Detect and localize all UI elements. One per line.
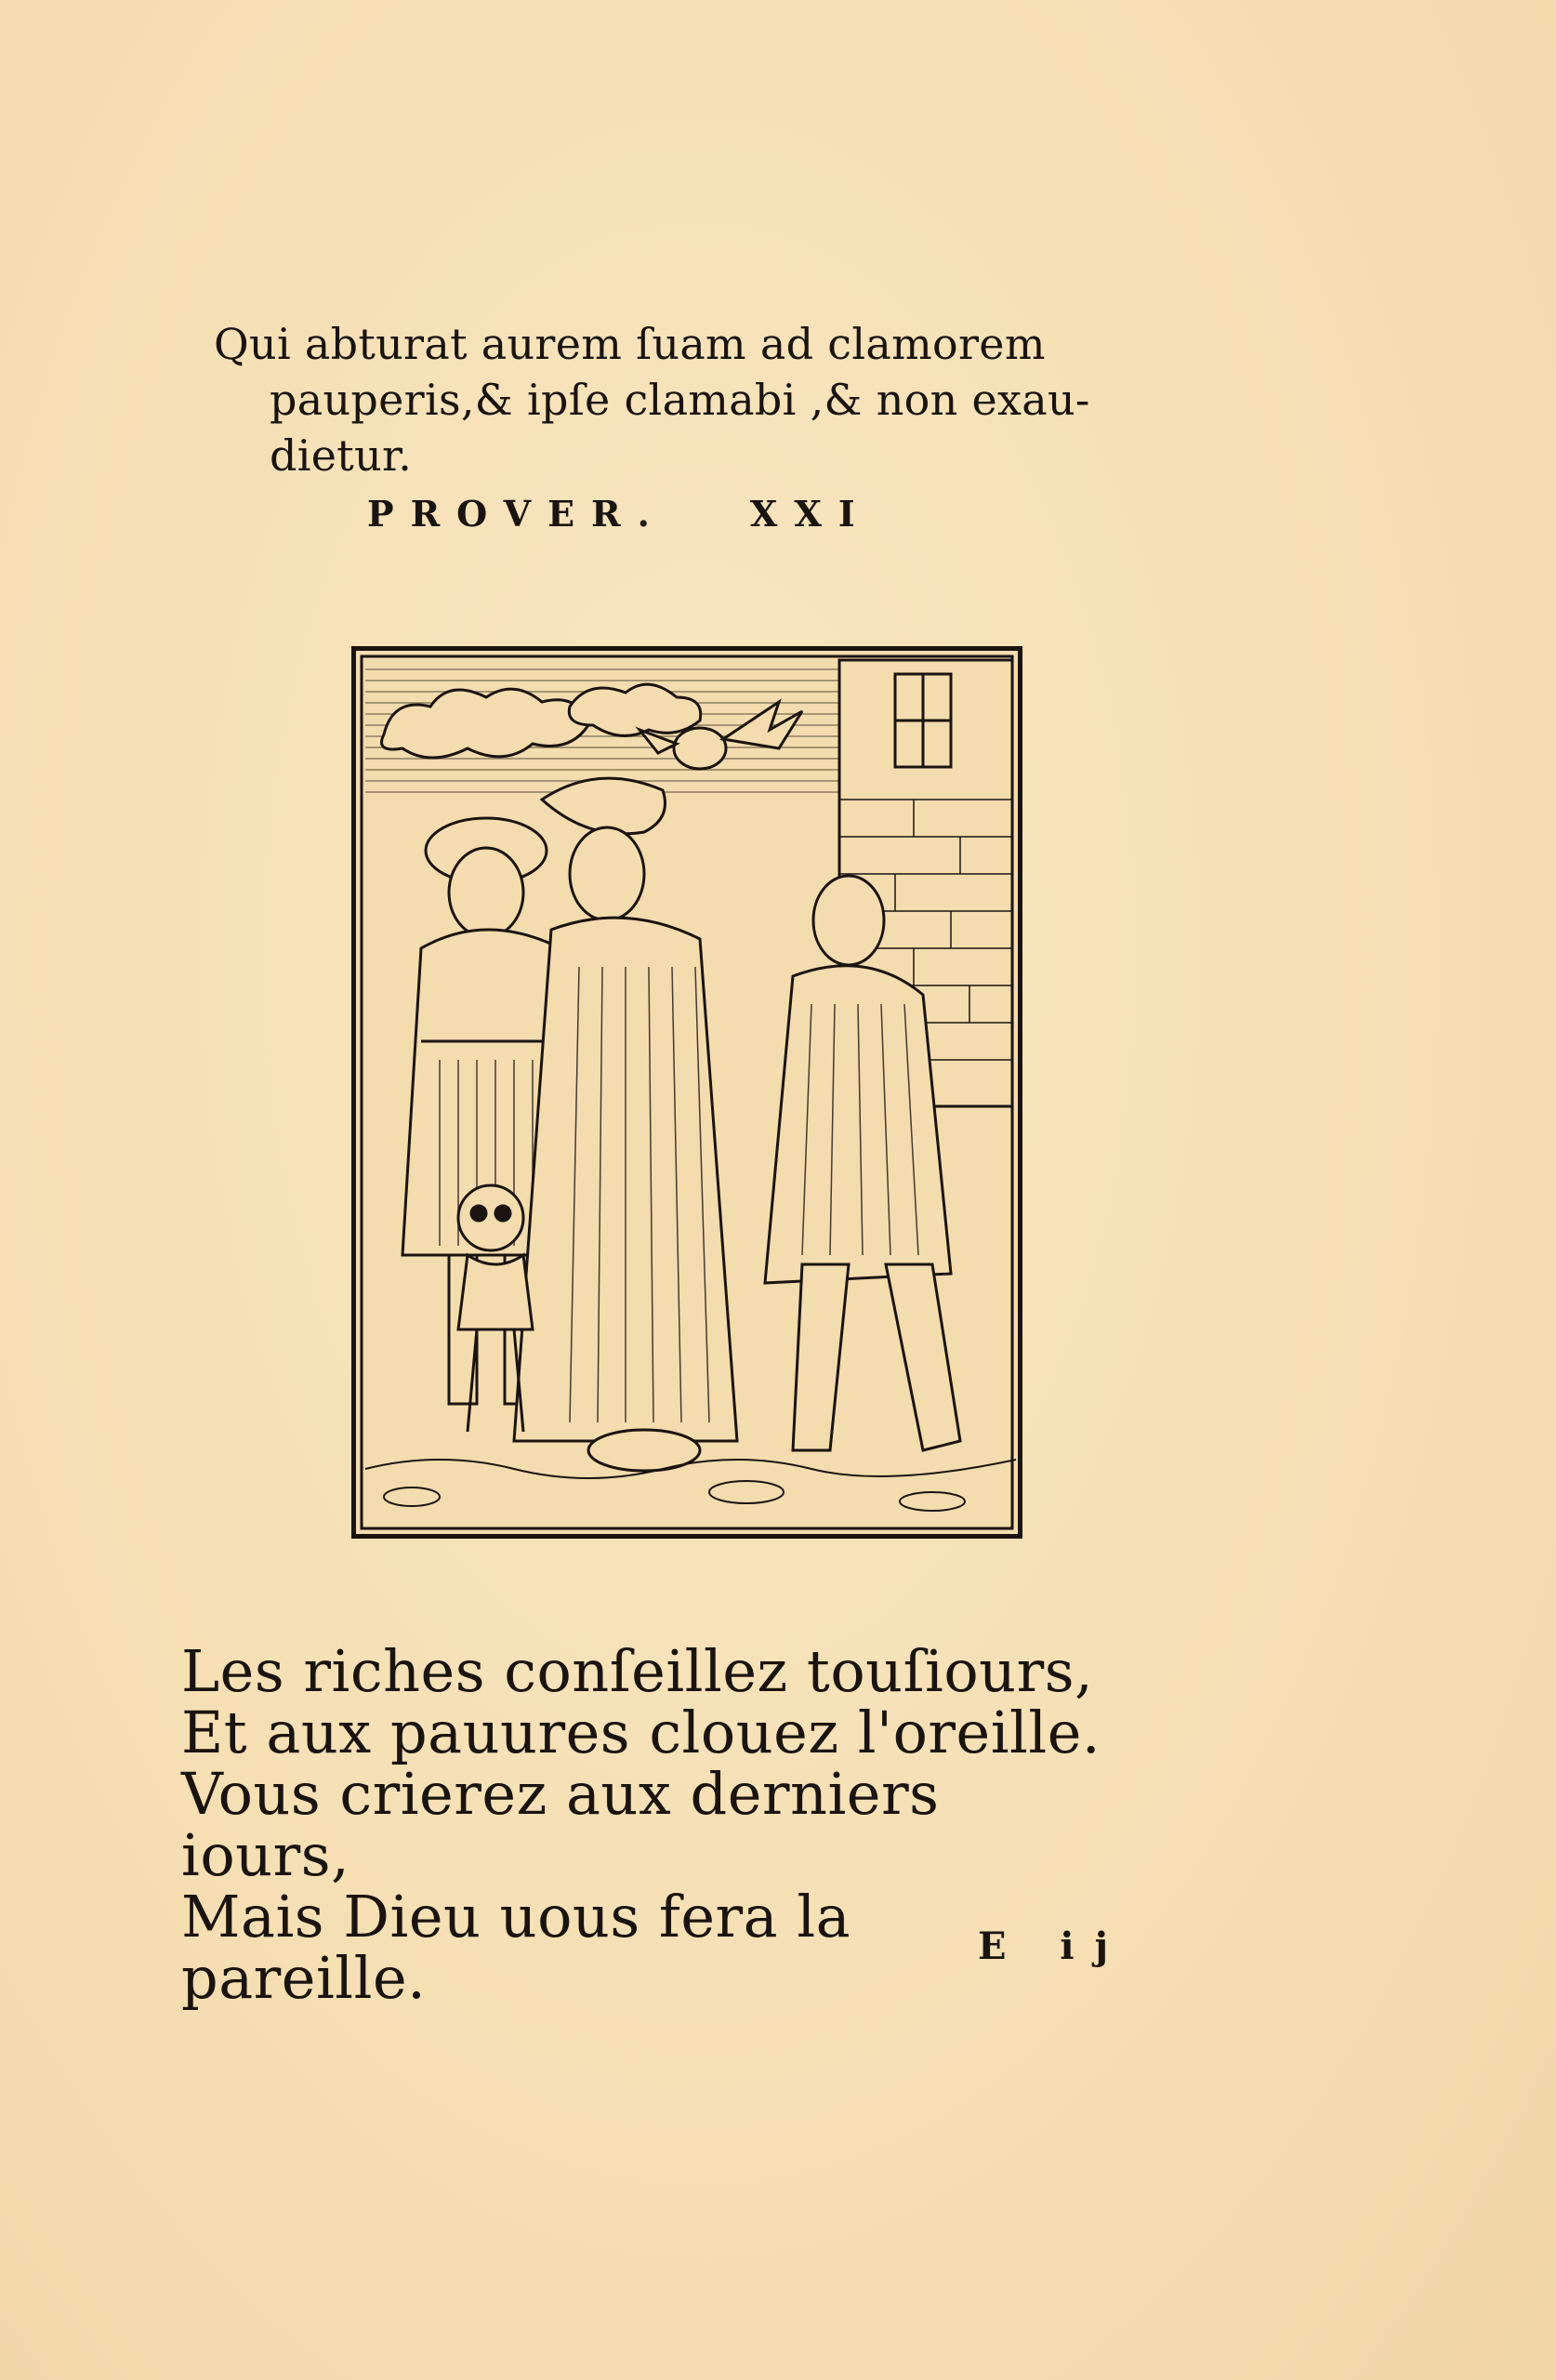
french-line-4: Mais Dieu uous fera la pareille. — [181, 1883, 851, 2012]
latin-line-3: dietur. — [270, 430, 413, 481]
signature-mark: E ij — [978, 1924, 1129, 1968]
latin-verse — [214, 316, 1106, 483]
french-line-1: Les riches conſeillez touſiours, — [181, 1637, 1094, 1705]
french-verse — [181, 1637, 1111, 2012]
latin-line-1: Qui abturat aurem ſuam ad clamorem — [214, 319, 1046, 369]
woodcut-drawing — [356, 651, 1018, 1534]
french-line-2: Et aux pauures clouez l'oreille. — [181, 1699, 1101, 1766]
reference-chapter: XXI — [749, 493, 872, 535]
french-line-3: Vous crierez aux derniers iours, — [181, 1760, 940, 1889]
scripture-reference — [367, 493, 925, 535]
latin-line-2: pauperis,& ipſe clamabi ,& non exau- — [270, 375, 1090, 425]
reference-book: PROVER. — [367, 493, 666, 535]
woodcut-illustration — [351, 646, 1022, 1539]
